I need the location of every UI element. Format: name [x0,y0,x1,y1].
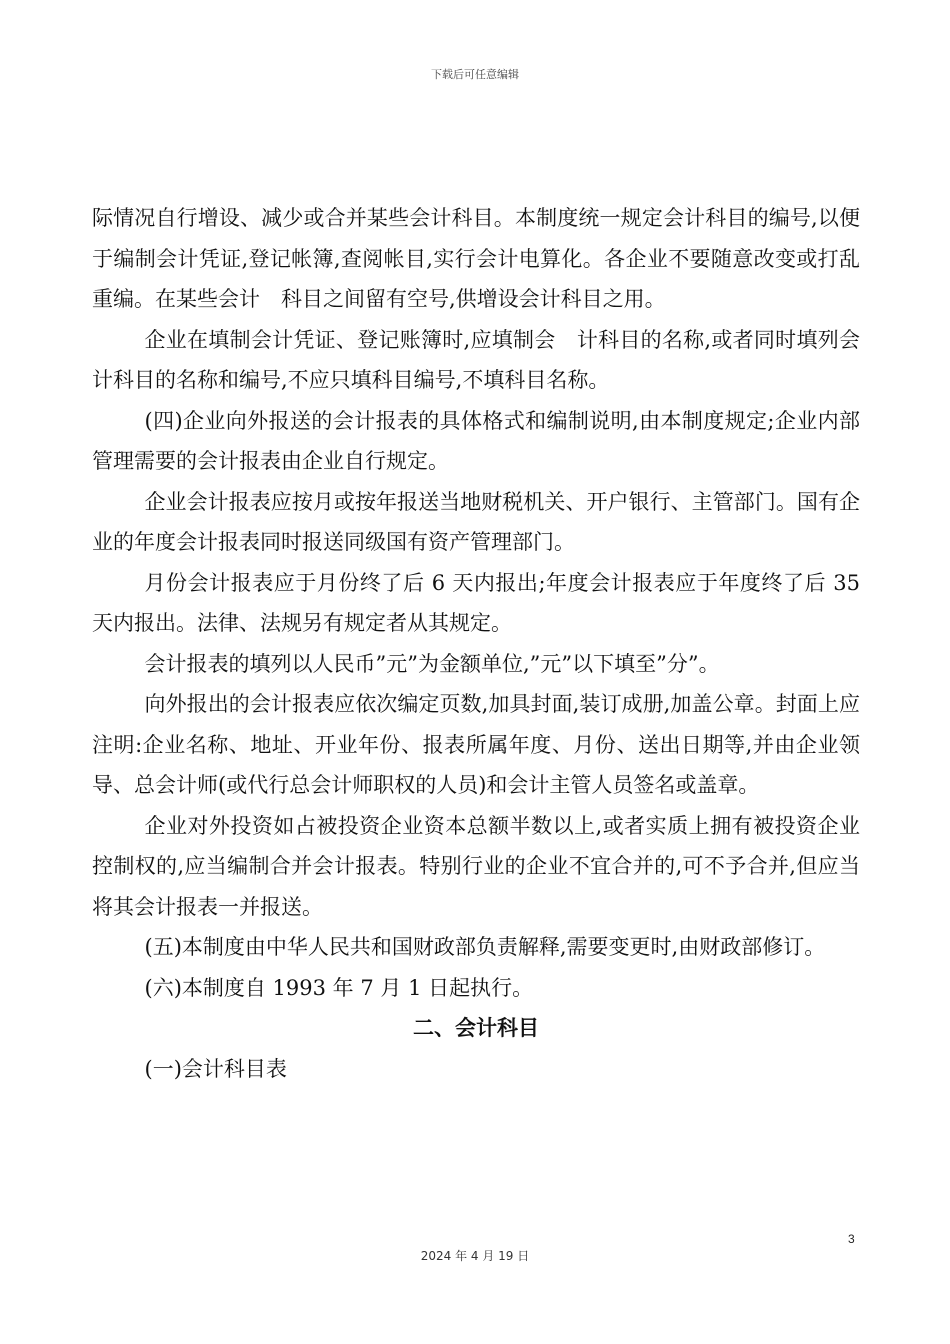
paragraph: (四)企业向外报送的会计报表的具体格式和编制说明,由本制度规定;企业内部管理需要的会计报表由企业自行规定。 [92,408,860,473]
paragraph: 企业对外投资如占被投资企业资本总额半数以上,或者实质上拥有被投资企业控制权的,应当编制合并会计报表。特别行业的企业不宜合并的,可不予合并,但应当将其会计报表一并报送。 [92,813,860,919]
paragraph: 月份会计报表应于月份终了后 6 天内报出;年度会计报表应于年度终了后 35 天内报出。法律、法规另有规定者从其规定。 [92,570,860,635]
paragraph: (五)本制度由中华人民共和国财政部负责解释,需要变更时,由财政部修订。 [144,935,826,959]
paragraph: 会计报表的填列以人民币”元”为金额单位,”元”以下填至”分”。 [144,651,720,676]
paragraph: 企业会计报表应按月或按年报送当地财税机关、开户银行、主管部门。国有企业的年度会计报表同时报送同级国有资产管理部门。 [92,489,860,554]
paragraph: (六)本制度自 1993 年 7 月 1 日起执行。 [144,975,534,1000]
page-footer-date: 2024 年 4 月 19 日 [420,1249,530,1263]
page-header: 下载后可任意编辑 [431,68,519,81]
document-body [92,198,860,1089]
paragraph: 向外报出的会计报表应依次编定页数,加具封面,装订成册,加盖公章。封面上应注明:企业名称、地址、开业年份、报表所属年度、月份、送出日期等,并由企业领导、总会计师(或代行总会计师职权的人员)和会计主管人员签名或盖章。 [92,692,860,797]
paragraph: 企业在填制会计凭证、登记账簿时,应填制会 计科目的名称,或者同时填列会计科目的名称和编号,不应只填科目编号,不填科目名称。 [92,327,860,392]
paragraph: 际情况自行增设、减少或合并某些会计科目。本制度统一规定会计科目的编号,以便于编制会计凭证,登记帐簿,查阅帐目,实行会计电算化。各企业不要随意改变或打乱重编。在某些会计 科目之间留有空号,供增设会计科目之用。 [92,206,860,311]
section-heading: 二、会计科目 [413,1015,539,1040]
page-number: 3 [848,1232,855,1246]
paragraph: (一)会计科目表 [144,1056,287,1081]
